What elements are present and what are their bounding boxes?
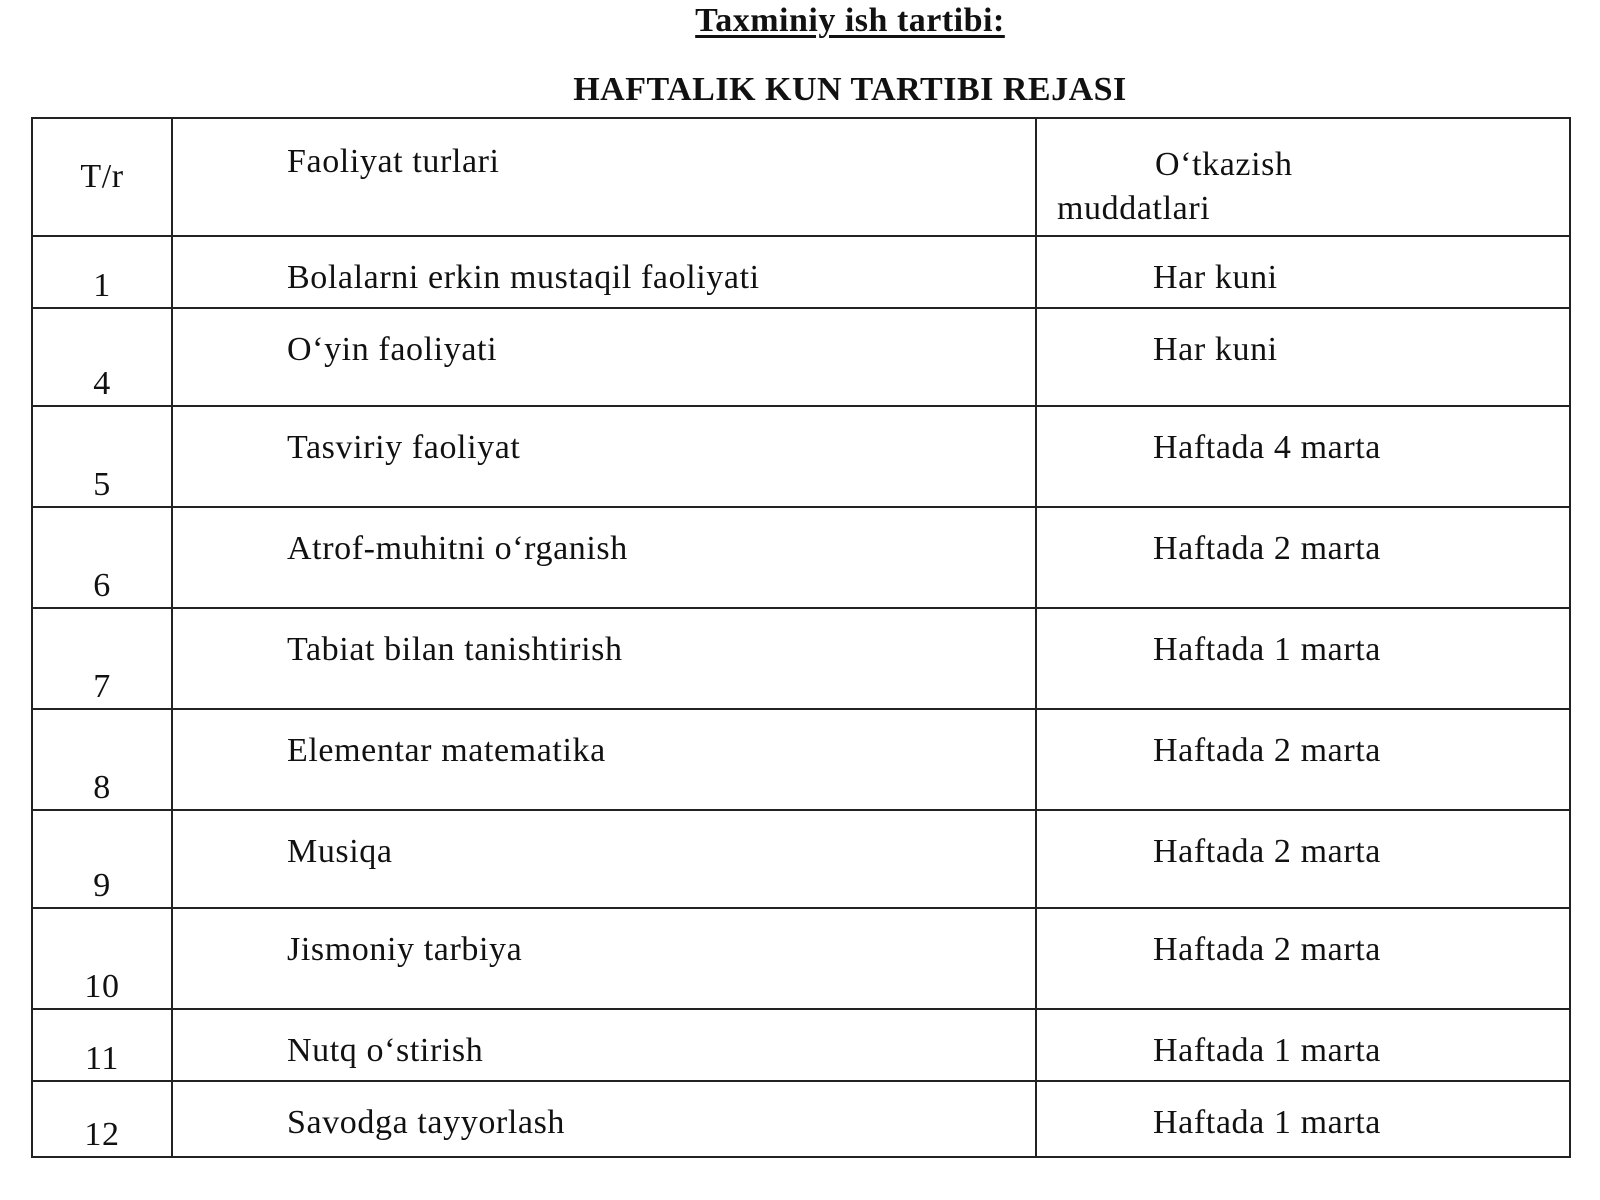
frequency-cell	[1036, 236, 1570, 308]
schedule-table	[31, 117, 1571, 1158]
table-row	[32, 908, 1570, 1009]
row-number-cell	[32, 908, 172, 1009]
activity-cell	[172, 507, 1036, 608]
header-number: T/r	[32, 118, 172, 236]
table-row	[32, 709, 1570, 810]
frequency-value: Haftada 4 marta	[1153, 429, 1381, 466]
activity-name: Tabiat bilan tanishtirish	[287, 631, 623, 668]
frequency-value: Haftada 2 marta	[1153, 732, 1381, 769]
row-number-cell	[32, 1081, 172, 1157]
header-frequency	[1036, 118, 1570, 236]
frequency-value: Haftada 2 marta	[1153, 833, 1381, 870]
row-number: 7	[93, 668, 111, 705]
activity-name: Bolalarni erkin mustaqil faoliyati	[287, 259, 760, 296]
header-frequency-line1: O‘tkazish	[1155, 146, 1293, 183]
frequency-cell	[1036, 908, 1570, 1009]
row-number-cell	[32, 507, 172, 608]
activity-name: O‘yin faoliyati	[287, 331, 498, 368]
row-number: 11	[85, 1040, 119, 1077]
activity-cell	[172, 1081, 1036, 1157]
frequency-value: Har kuni	[1153, 331, 1278, 368]
row-number: 5	[93, 466, 111, 503]
row-number-cell	[32, 709, 172, 810]
frequency-cell	[1036, 1009, 1570, 1081]
activity-cell	[172, 608, 1036, 709]
row-number-cell	[32, 236, 172, 308]
row-number: 1	[93, 267, 111, 304]
table-row	[32, 810, 1570, 908]
table-row	[32, 608, 1570, 709]
activity-name: Jismoniy tarbiya	[287, 931, 523, 968]
row-number: 6	[93, 567, 111, 604]
row-number-cell	[32, 1009, 172, 1081]
activity-name: Musiqa	[287, 833, 393, 870]
row-number: 12	[84, 1116, 120, 1153]
table-row	[32, 308, 1570, 406]
table-header-row	[32, 118, 1570, 236]
header-frequency-label	[1057, 143, 1293, 231]
activity-name: Savodga tayyorlash	[287, 1104, 566, 1141]
frequency-cell	[1036, 709, 1570, 810]
frequency-cell	[1036, 406, 1570, 507]
frequency-value: Haftada 1 marta	[1153, 1032, 1381, 1069]
table-row	[32, 1009, 1570, 1081]
header-frequency-line2: muddatlari	[1057, 190, 1211, 227]
activity-name: Nutq o‘stirish	[287, 1032, 484, 1069]
row-number: 4	[93, 365, 111, 402]
table-row	[32, 507, 1570, 608]
activity-cell	[172, 709, 1036, 810]
header-activity	[172, 118, 1036, 236]
activity-cell	[172, 406, 1036, 507]
activity-name: Elementar matematika	[287, 732, 606, 769]
activity-cell	[172, 1009, 1036, 1081]
frequency-value: Har kuni	[1153, 259, 1278, 296]
activity-cell	[172, 810, 1036, 908]
row-number-cell	[32, 406, 172, 507]
document-title: Taxminiy ish tartibi:	[695, 2, 1005, 39]
frequency-cell	[1036, 1081, 1570, 1157]
frequency-cell	[1036, 507, 1570, 608]
frequency-cell	[1036, 810, 1570, 908]
frequency-cell	[1036, 308, 1570, 406]
frequency-cell	[1036, 608, 1570, 709]
frequency-value: Haftada 2 marta	[1153, 530, 1381, 567]
activity-cell	[172, 308, 1036, 406]
row-number-cell	[32, 308, 172, 406]
activity-name: Tasviriy faoliyat	[287, 429, 521, 466]
document-subtitle: HAFTALIK KUN TARTIBI REJASI	[573, 71, 1127, 108]
frequency-value: Haftada 2 marta	[1153, 931, 1381, 968]
row-number-cell	[32, 810, 172, 908]
header-activity-label: Faoliyat turlari	[287, 143, 500, 180]
table-row	[32, 406, 1570, 507]
table-row	[32, 1081, 1570, 1157]
table-row	[32, 236, 1570, 308]
frequency-value: Haftada 1 marta	[1153, 1104, 1381, 1141]
activity-cell	[172, 908, 1036, 1009]
row-number: 9	[93, 867, 111, 904]
row-number: 8	[93, 769, 111, 806]
row-number: 10	[84, 968, 120, 1005]
activity-cell	[172, 236, 1036, 308]
frequency-value: Haftada 1 marta	[1153, 631, 1381, 668]
activity-name: Atrof-muhitni o‘rganish	[287, 530, 628, 567]
row-number-cell	[32, 608, 172, 709]
